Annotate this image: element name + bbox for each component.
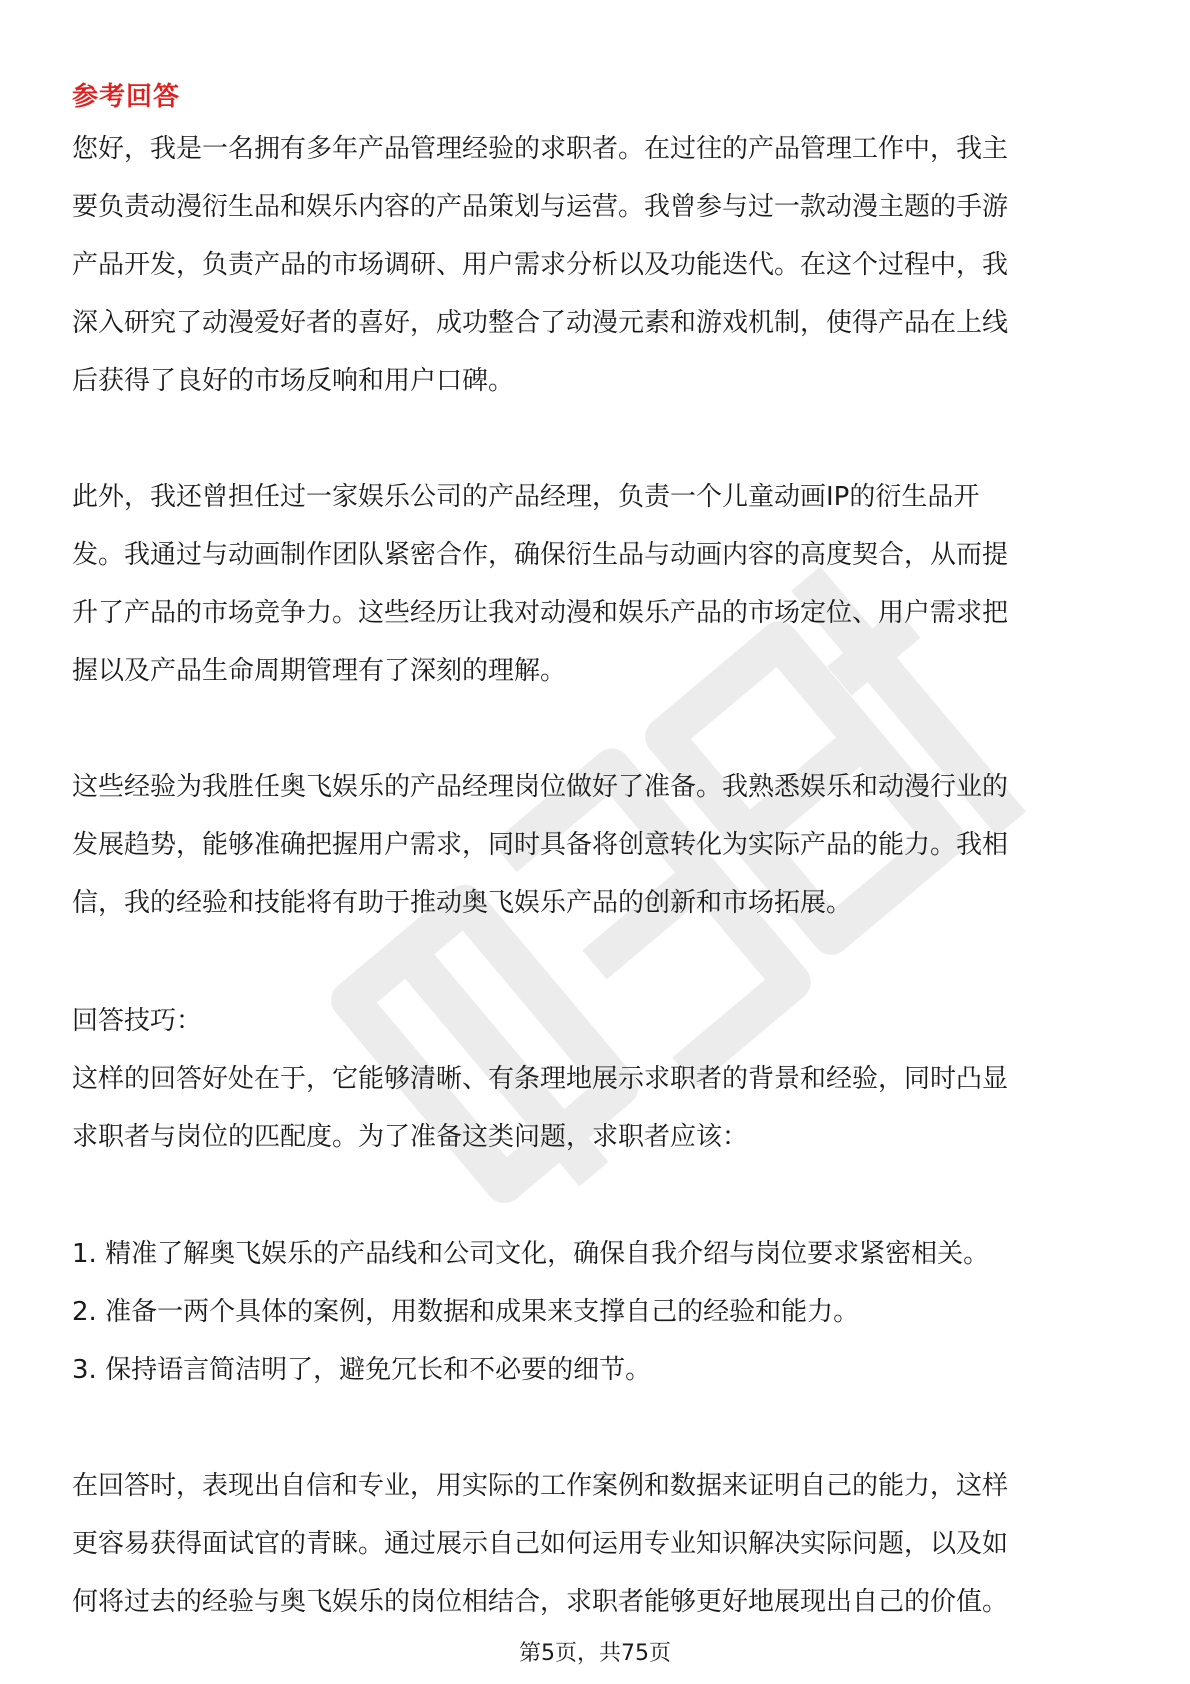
tips-label [72, 992, 1122, 1050]
answer-paragraph-2 [72, 468, 1122, 700]
text-line: 此外，我还曾担任过一家娱乐公司的产品经理，负责一个儿童动画IP的衍生品开 [72, 482, 980, 512]
tips-list [72, 1225, 1122, 1399]
text-line: 深入研究了动漫爱好者的喜好，成功整合了动漫元素和游戏机制，使得产品在上线 [72, 308, 1009, 338]
text-line: 这样的回答好处在于，它能够清晰、有条理地展示求职者的背景和经验，同时凸显 [72, 1064, 1009, 1094]
text-line: 握以及产品生命周期管理有了深刻的理解。 [72, 656, 567, 686]
text-line: 这些经验为我胜任奥飞娱乐的产品经理岗位做好了准备。我熟悉娱乐和动漫行业的 [72, 772, 1009, 802]
text-line: 信，我的经验和技能将有助于推动奥飞娱乐产品的创新和市场拓展。 [72, 888, 853, 918]
closing-paragraph [72, 1457, 1122, 1631]
text-line: 产品开发，负责产品的市场调研、用户需求分析以及功能迭代。在这个过程中，我 [72, 250, 1009, 280]
text-line: 要负责动漫衍生品和娱乐内容的产品策划与运营。我曾参与过一款动漫主题的手游 [72, 192, 1009, 222]
answer-paragraph-3 [72, 758, 1122, 932]
section-heading: 参考回答 [72, 82, 181, 112]
text-line: 您好，我是一名拥有多年产品管理经验的求职者。在过往的产品管理工作中，我主 [72, 134, 1009, 164]
list-item: 3. 保持语言简洁明了，避免冗长和不必要的细节。 [72, 1355, 652, 1385]
text-line: 升了产品的市场竞争力。这些经历让我对动漫和娱乐产品的市场定位、用户需求把 [72, 598, 1009, 628]
page-number-footer: 第5页，共75页 [519, 1641, 671, 1666]
list-item: 1. 精准了解奥飞娱乐的产品线和公司文化，确保自我介绍与岗位要求紧密相关。 [72, 1239, 990, 1269]
text-line: 何将过去的经验与奥飞娱乐的岗位相结合，求职者能够更好地展现出自己的价值。 [72, 1587, 1009, 1617]
text-line: 更容易获得面试官的青睐。通过展示自己如何运用专业知识解决实际问题，以及如 [72, 1529, 1009, 1559]
text-line: 求职者与岗位的匹配度。为了准备这类问题，求职者应该： [72, 1122, 749, 1152]
list-item: 2. 准备一两个具体的案例，用数据和成果来支撑自己的经验和能力。 [72, 1297, 860, 1327]
answer-paragraph-1 [72, 120, 1122, 410]
tips-label-text: 回答技巧： [72, 1006, 203, 1036]
text-line: 在回答时，表现出自信和专业，用实际的工作案例和数据来证明自己的能力，这样 [72, 1471, 1009, 1501]
text-line: 发。我通过与动画制作团队紧密合作，确保衍生品与动画内容的高度契合，从而提 [72, 540, 1009, 570]
tips-paragraph [72, 1050, 1122, 1166]
text-line: 发展趋势，能够准确把握用户需求，同时具备将创意转化为实际产品的能力。我相 [72, 830, 1009, 860]
text-line: 后获得了良好的市场反响和用户口碑。 [72, 366, 515, 396]
